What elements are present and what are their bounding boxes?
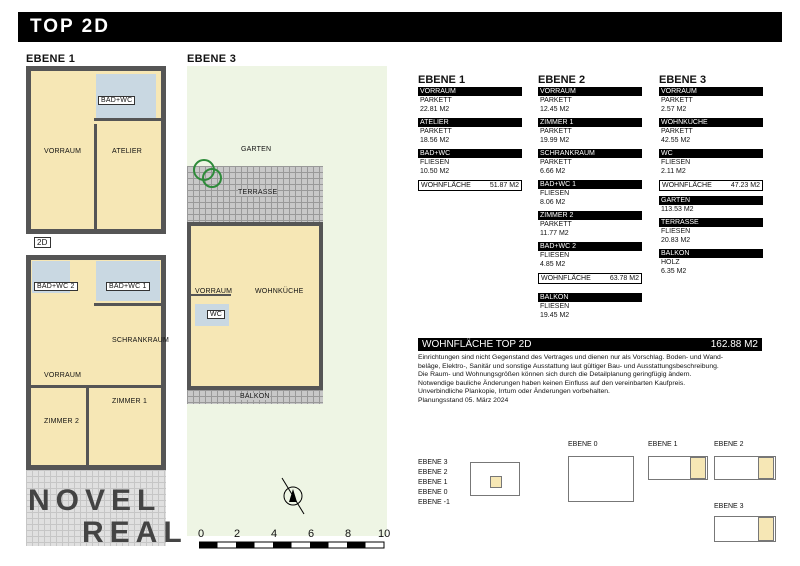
room-balkon: BALKON — [240, 393, 270, 400]
total-value: 51.87 M2 — [489, 182, 519, 189]
table-ebene-3 — [659, 74, 763, 276]
room-area: 42.55 M2 — [661, 137, 691, 144]
minimap-ebene-0 — [568, 456, 634, 502]
room-name: VORRAUM — [538, 87, 642, 96]
room-area: 18.56 M2 — [420, 137, 450, 144]
room-floor: PARKETT — [540, 97, 572, 104]
logo-line-1: NOVEL — [28, 484, 162, 517]
room-area: 12.45 M2 — [540, 106, 570, 113]
room-floor: PARKETT — [661, 128, 693, 135]
room-garten: GARTEN — [241, 146, 272, 153]
minimap-label-ebene-0: EBENE 0 — [568, 441, 598, 448]
ebene3-plan-label: EBENE 3 — [187, 53, 237, 65]
room-area: 113.53 M2 — [661, 206, 694, 213]
room-area: 11.77 M2 — [540, 230, 569, 237]
plan-ebene-2 — [26, 255, 170, 470]
room-bad-wc-2: BAD+WC 2 — [34, 282, 78, 291]
level-key-label: EBENE 2 — [418, 469, 448, 476]
room-name: WOHNKÜCHE — [659, 118, 763, 127]
minimap-label-ebene-1: EBENE 1 — [648, 441, 678, 448]
room-vorraum-2: VORRAUM — [44, 372, 82, 379]
room-floor: PARKETT — [420, 97, 452, 104]
scale-tick: 4 — [271, 528, 278, 540]
room-vorraum-3: VORRAUM — [195, 288, 233, 295]
room-name: VORRAUM — [418, 87, 522, 96]
total-area-bar — [418, 338, 762, 351]
level-key-label: EBENE 0 — [418, 489, 448, 496]
room-area: 8.06 M2 — [540, 199, 566, 206]
room-floor: FLIESEN — [540, 252, 570, 259]
room-schrankraum: SCHRANKRAUM — [112, 337, 170, 344]
table-ebene-1-title: EBENE 1 — [418, 74, 466, 86]
scale-tick: 8 — [345, 528, 352, 540]
room-name: VORRAUM — [659, 87, 763, 96]
page-title: TOP 2D — [30, 16, 110, 37]
room-name: GARTEN — [659, 196, 763, 205]
ebene1-plan-label: EBENE 1 — [26, 53, 76, 65]
scale-bar — [199, 541, 389, 549]
room-name: BAD+WC — [418, 149, 522, 158]
room-name: BAD+WC 2 — [538, 242, 642, 251]
total-label: WOHNFLÄCHE — [662, 182, 712, 189]
room-floor: PARKETT — [661, 97, 693, 104]
room-floor: FLIESEN — [420, 159, 450, 166]
room-floor: FLIESEN — [661, 228, 691, 235]
room-area: 2.11 M2 — [661, 168, 686, 175]
room-area: 22.81 M2 — [420, 106, 450, 113]
room-vorraum: VORRAUM — [44, 148, 82, 155]
minimap-label-ebene-3: EBENE 3 — [714, 503, 744, 510]
room-floor: HOLZ — [661, 259, 680, 266]
room-area: 6.35 M2 — [661, 268, 687, 275]
room-name: SCHRANKRAUM — [538, 149, 642, 158]
total-area-label: WOHNFLÄCHE TOP 2D — [422, 339, 532, 350]
room-name: BALKON — [538, 293, 642, 302]
room-bad-wc: BAD+WC — [98, 96, 135, 105]
level-key-label: EBENE 3 — [418, 459, 448, 466]
total-row — [538, 273, 642, 284]
room-area: 19.45 M2 — [540, 312, 570, 319]
room-name: TERRASSE — [659, 218, 763, 227]
room-floor: FLIESEN — [661, 159, 691, 166]
room-terrasse: TERRASSE — [238, 189, 278, 196]
plan-ebene-3 — [187, 222, 323, 390]
room-area: 10.50 M2 — [420, 168, 450, 175]
note-line: Unverbindliche Plankopie, Irrtum oder Änderungen vorbehalten. — [418, 388, 610, 396]
room-wc: WC — [207, 310, 225, 319]
room-name: BAD+WC 1 — [538, 180, 642, 189]
table-ebene-3-title: EBENE 3 — [659, 74, 707, 86]
note-line: Einrichtungen sind nicht Gegenstand des Vertrages und dienen nur als Vorschlag. Boden- und Wand- — [418, 354, 724, 361]
minimap-label-ebene-2: EBENE 2 — [714, 441, 744, 448]
room-name: ZIMMER 1 — [538, 118, 642, 127]
room-floor: FLIESEN — [540, 303, 570, 310]
room-name: ZIMMER 2 — [538, 211, 642, 220]
unit-marker: 2D — [34, 237, 51, 248]
logo-line-2: REAL — [82, 516, 188, 549]
note-line: Planungsstand 05. März 2024 — [418, 396, 509, 404]
disclaimer — [418, 354, 768, 406]
minimap-highlight — [758, 517, 774, 541]
north-arrow-icon — [279, 476, 307, 516]
plan-ebene-1 — [26, 66, 166, 234]
room-area: 6.66 M2 — [540, 168, 566, 175]
room-floor: PARKETT — [420, 128, 452, 135]
total-label: WOHNFLÄCHE — [541, 275, 591, 282]
minimap-highlight — [758, 457, 774, 479]
header-bar — [18, 12, 782, 42]
room-floor: FLIESEN — [540, 190, 570, 197]
note-line: Die Raum- und Wohnungsgrößen können sich durch die Detailplanung geringfügig ändern. — [418, 371, 692, 379]
minimap-highlight — [690, 457, 706, 479]
total-value: 63.78 M2 — [609, 275, 639, 282]
total-label: WOHNFLÄCHE — [421, 182, 471, 189]
room-area: 19.99 M2 — [540, 137, 570, 144]
room-area: 20.83 M2 — [661, 237, 691, 244]
room-floor: PARKETT — [540, 159, 572, 166]
level-key-label: EBENE -1 — [418, 499, 450, 506]
scale-tick: 6 — [308, 528, 315, 540]
total-area-value: 162.88 M2 — [710, 339, 758, 350]
room-zimmer-1: ZIMMER 1 — [112, 398, 148, 405]
room-wohnkueche: WOHNKÜCHE — [255, 288, 304, 295]
total-row — [659, 180, 763, 191]
room-name: ATELIER — [418, 118, 522, 127]
room-area: 4.85 M2 — [540, 261, 566, 268]
room-area: 2.57 M2 — [661, 106, 687, 113]
room-bad-wc-1: BAD+WC 1 — [106, 282, 150, 291]
room-floor: PARKETT — [540, 221, 572, 228]
tree-icon — [190, 158, 230, 192]
room-name: WC — [659, 149, 763, 158]
section-highlight — [490, 476, 502, 488]
table-ebene-2 — [538, 74, 642, 320]
scale-tick: 10 — [378, 528, 391, 540]
room-floor: PARKETT — [540, 128, 572, 135]
level-key-label: EBENE 1 — [418, 479, 448, 486]
scale-tick: 2 — [234, 528, 241, 540]
table-ebene-2-title: EBENE 2 — [538, 74, 586, 86]
note-line: beläge, Elektro-, Sanitär und sonstige Ausstattung laut gültiger Bau- und Ausstattungsbeschreibung. — [418, 362, 719, 370]
room-name: BALKON — [659, 249, 763, 258]
note-line: Notwendige bauliche Änderungen haben keinen Einfluss auf den vereinbarten Kaufpreis. — [418, 379, 686, 387]
total-value: 47.23 M2 — [730, 182, 760, 189]
total-row — [418, 180, 522, 191]
scale-tick: 0 — [198, 528, 205, 540]
table-ebene-1 — [418, 74, 522, 191]
room-atelier: ATELIER — [112, 148, 143, 155]
room-zimmer-2: ZIMMER 2 — [44, 418, 80, 425]
